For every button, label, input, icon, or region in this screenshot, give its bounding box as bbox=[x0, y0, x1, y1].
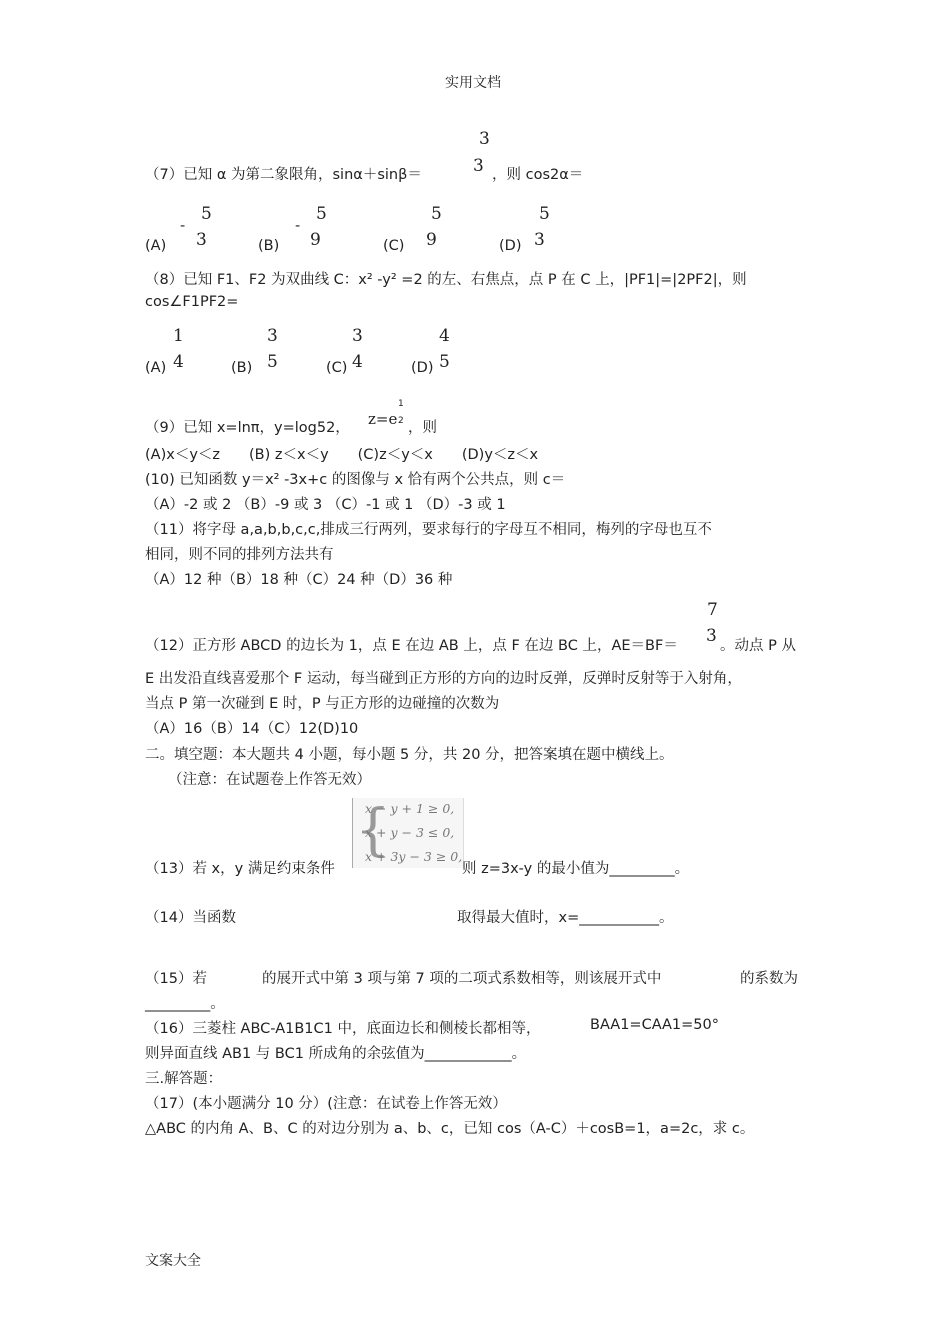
q10-options: （A）-2 或 2 （B）-9 或 3 （C）-1 或 1 （D）-3 或 1 bbox=[145, 497, 506, 513]
q9-options: (A)x＜y＜z (B) z＜x＜y (C)z＜y＜x (D)y＜z＜x bbox=[145, 447, 539, 463]
q12-line3: 当点 P 第一次碰到 E 时，P 与正方形的边碰撞的次数为 bbox=[145, 696, 500, 712]
q17-heading: （17）(本小题满分 10 分）(注意：在试卷上作答无效） bbox=[145, 1096, 507, 1112]
q7-option-b-label: (B) bbox=[258, 238, 280, 254]
section2-title: 二。填空题：本大题共 4 小题，每小题 5 分，共 20 分，把答案填在题中横线上。 bbox=[145, 747, 674, 763]
q8-line2: cos∠F1PF2= bbox=[145, 294, 239, 310]
q8-option-b-numerator: 3 bbox=[267, 326, 278, 346]
q12-fraction-numerator: 7 bbox=[707, 600, 718, 620]
q12-line1: （12）正方形 ABCD 的边长为 1，点 E 在边 AB 上，点 F 在边 BC 上，AE＝BF＝ bbox=[145, 638, 678, 654]
q8-option-a-label: (A) bbox=[145, 360, 167, 376]
q7-option-d-numerator: 5 bbox=[539, 204, 550, 224]
q9-z-expression: z=e bbox=[368, 410, 398, 428]
q14-text-tail: 取得最大值时，x=___________。 bbox=[457, 910, 674, 926]
q13-text: （13）若 x，y 满足约束条件 bbox=[145, 861, 335, 877]
q7-option-c-numerator: 5 bbox=[431, 204, 442, 224]
q13-constraint-1: x − y + 1 ≥ 0, bbox=[365, 801, 455, 816]
q9-text-tail: ，则 bbox=[408, 420, 437, 436]
q15-text: （15）若 bbox=[145, 971, 207, 987]
q16-line2: 则异面直线 AB1 与 BC1 所成角的余弦值为____________。 bbox=[145, 1046, 527, 1062]
q12-line2: E 出发沿直线喜爱那个 F 运动，每当碰到正方形的方向的边时反弹，反弹时反射等于入射角， bbox=[145, 671, 742, 687]
q8-option-c-denominator: 4 bbox=[352, 352, 363, 372]
q15-text-mid: 的展开式中第 3 项与第 7 项的二项式系数相等，则该展开式中 bbox=[262, 971, 662, 987]
q8-option-a-numerator: 1 bbox=[173, 326, 184, 346]
q7-text: （7）已知 α 为第二象限角，sinα＋sinβ＝ bbox=[145, 167, 422, 183]
q11-line1: （11）将字母 a,a,b,b,c,c,排成三行两列，要求每行的字母互不相同，梅列的字母也互不 bbox=[145, 522, 712, 538]
q8-option-b-label: (B) bbox=[231, 360, 253, 376]
q8-option-c-label: (C) bbox=[326, 360, 348, 376]
q17-body: △ABC 的内角 A、B、C 的对边分别为 a、b、c，已知 cos（A-C）＋cosB=1，a=2c，求 c。 bbox=[145, 1121, 755, 1137]
q8-option-a-denominator: 4 bbox=[173, 352, 184, 372]
q12-line1-tail: 。动点 P 从 bbox=[720, 638, 796, 654]
q13-constraint-system bbox=[352, 798, 464, 868]
q13-constraint-2: x + y − 3 ≤ 0, bbox=[365, 825, 455, 840]
section3-title: 三.解答题： bbox=[145, 1071, 223, 1087]
q11-options: （A）12 种（B）18 种（C）24 种（D）36 种 bbox=[145, 572, 453, 588]
q7-option-a-label: (A) bbox=[145, 238, 167, 254]
q7-text-tail: ，则 cos2α＝ bbox=[492, 167, 584, 183]
q10-text: (10) 已知函数 y＝x² -3x+c 的图像与 x 恰有两个公共点，则 c＝ bbox=[145, 472, 566, 488]
q14-text: （14）当函数 bbox=[145, 910, 236, 926]
q8-option-c-numerator: 3 bbox=[352, 326, 363, 346]
q11-line2: 相同，则不同的排列方法共有 bbox=[145, 547, 334, 563]
q7-option-b-denominator: 9 bbox=[310, 230, 321, 250]
q7-fraction-numerator: 3 bbox=[479, 129, 490, 149]
q15-line2: _________。 bbox=[145, 996, 225, 1012]
brace-icon: { bbox=[355, 798, 391, 863]
q7-option-c-denominator: 9 bbox=[426, 230, 437, 250]
q8-option-d-label: (D) bbox=[411, 360, 434, 376]
q13-constraint-3: x + 3y − 3 ≥ 0, bbox=[365, 849, 463, 864]
q8-option-d-numerator: 4 bbox=[439, 326, 450, 346]
page-header: 实用文档 bbox=[445, 75, 501, 91]
q7-option-a-numerator: 5 bbox=[201, 204, 212, 224]
section2-note: （注意：在试题卷上作答无效） bbox=[168, 772, 371, 788]
q7-option-a-sign: - bbox=[180, 218, 186, 234]
q16-line1-tail: BAA1=CAA1=50° bbox=[590, 1017, 720, 1033]
q13-text-tail: 则 z=3x-y 的最小值为_________。 bbox=[462, 861, 690, 877]
q7-option-b-sign: - bbox=[295, 218, 301, 234]
q7-option-a-denominator: 3 bbox=[196, 230, 207, 250]
q8-option-b-denominator: 5 bbox=[267, 352, 278, 372]
q9-text: （9）已知 x=lnπ，y=log52， bbox=[145, 420, 350, 436]
q7-option-c-label: (C) bbox=[383, 238, 405, 254]
q7-option-d-label: (D) bbox=[499, 238, 522, 254]
q12-options: （A）16（B）14（C）12(D)10 bbox=[145, 721, 359, 737]
q15-text-tail: 的系数为 bbox=[740, 971, 798, 987]
q16-line1: （16）三菱柱 ABC-A1B1C1 中，底面边长和侧棱长都相等， bbox=[145, 1021, 541, 1037]
q8-option-d-denominator: 5 bbox=[439, 352, 450, 372]
q7-fraction-denominator: 3 bbox=[473, 156, 484, 176]
q7-option-d-denominator: 3 bbox=[534, 230, 545, 250]
q7-option-b-numerator: 5 bbox=[316, 204, 327, 224]
q9-exponent-denominator: 2 bbox=[398, 416, 404, 426]
q12-fraction-denominator: 3 bbox=[706, 626, 717, 646]
page-footer: 文案大全 bbox=[145, 1253, 201, 1269]
q8-line1: （8）已知 F1、F2 为双曲线 C：x² -y² =2 的左、右焦点，点 P 在 C 上，|PF1|=|2PF2|，则 bbox=[145, 272, 747, 288]
q9-exponent-numerator: 1 bbox=[398, 399, 404, 409]
